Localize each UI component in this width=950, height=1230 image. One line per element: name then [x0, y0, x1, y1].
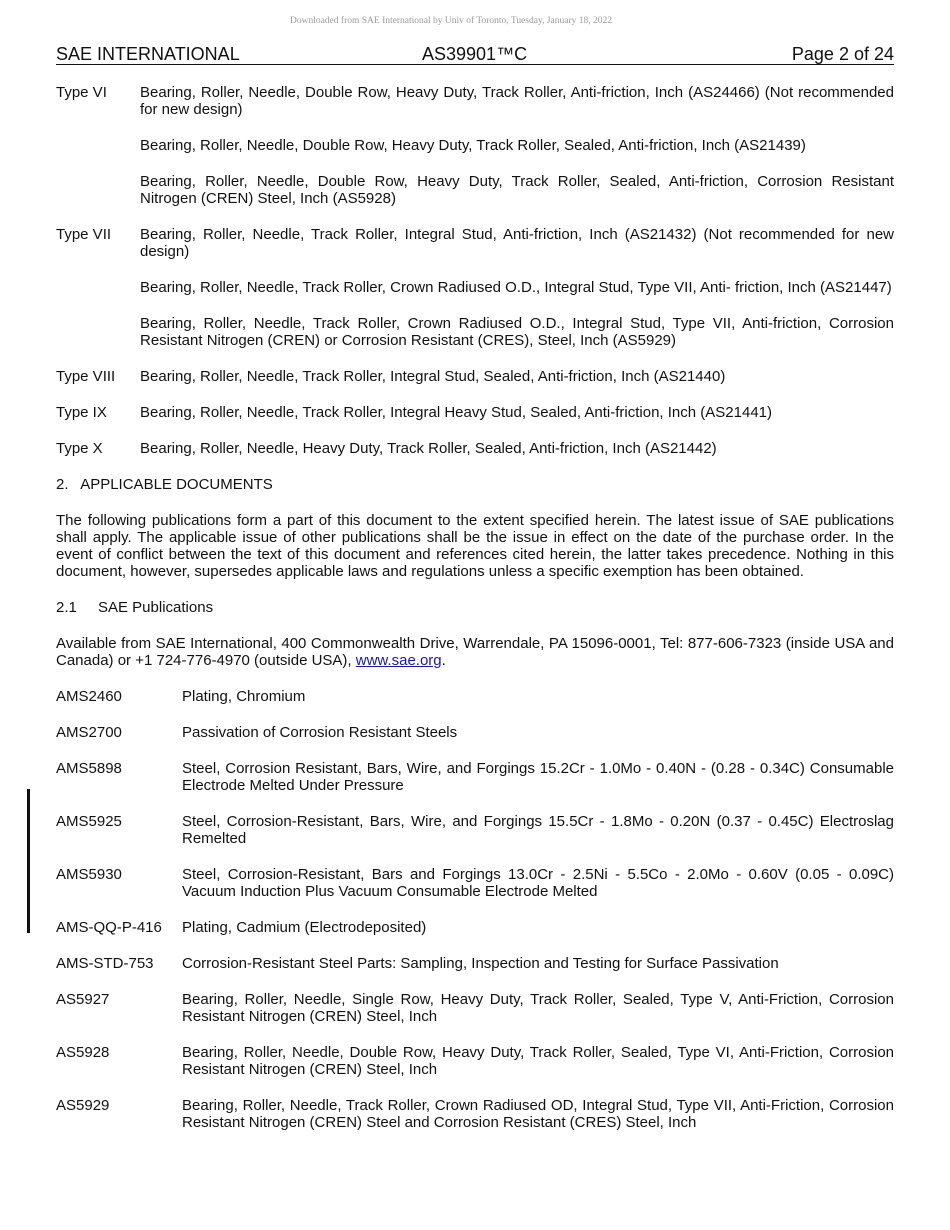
type-label: Type VI	[56, 84, 107, 101]
section-title: APPLICABLE DOCUMENTS	[80, 476, 273, 493]
header-org: SAE INTERNATIONAL	[56, 44, 240, 64]
type-label: Type IX	[56, 404, 107, 421]
document-title: Corrosion-Resistant Steel Parts: Sampling, Inspection and Testing for Surface Passivation	[182, 955, 779, 972]
type-description: Bearing, Roller, Needle, Double Row, Heavy Duty, Track Roller, Sealed, Anti-friction, Inch (AS21439)	[140, 137, 806, 154]
document-title: Steel, Corrosion-Resistant, Bars, Wire, and Forgings 15.5Cr - 1.8Mo - 0.20N (0.37 - 0.45C) Electroslag Remelted	[182, 813, 894, 847]
document-title: Plating, Chromium	[182, 688, 306, 705]
type-row	[56, 84, 894, 118]
type-label: Type VII	[56, 226, 112, 243]
type-row	[56, 368, 894, 385]
type-row-continued	[140, 173, 894, 207]
type-description: Bearing, Roller, Needle, Heavy Duty, Track Roller, Sealed, Anti-friction, Inch (AS21442)	[140, 440, 717, 457]
document-row	[56, 991, 894, 1025]
header-page-number: Page 2 of 24	[791, 44, 894, 64]
document-id: AMS2460	[56, 688, 122, 705]
document-row	[56, 866, 894, 900]
sae-website-link[interactable]: www.sae.org	[355, 652, 442, 669]
document-row	[56, 760, 894, 794]
type-description: Bearing, Roller, Needle, Track Roller, Integral Stud, Sealed, Anti-friction, Inch (AS21440)	[140, 368, 726, 385]
document-title: Bearing, Roller, Needle, Single Row, Heavy Duty, Track Roller, Sealed, Type V, Anti-Friction, Corrosion Resistant Nitrogen (CREN) Steel, Inch	[182, 991, 894, 1025]
type-description: Bearing, Roller, Needle, Track Roller, Integral Stud, Anti-friction, Inch (AS21432) (Not recommended for new design)	[140, 226, 894, 260]
document-title: Plating, Cadmium (Electrodeposited)	[182, 919, 427, 936]
document-id: AS5929	[56, 1097, 110, 1114]
subsection-title: SAE Publications	[98, 599, 214, 616]
document-title: Passivation of Corrosion Resistant Steels	[182, 724, 458, 741]
type-description: Bearing, Roller, Needle, Track Roller, Crown Radiused O.D., Integral Stud, Type VII, Anti-friction, Corrosion Resistant Nitrogen (CREN) or Corrosion Resistant (CRES), Steel, Inch (AS5929)	[140, 315, 894, 349]
document-id: AMS-QQ-P-416	[56, 919, 162, 936]
header-doc-number: AS39901™C	[422, 44, 528, 64]
type-label: Type X	[56, 440, 103, 457]
type-row	[56, 440, 894, 457]
page-header	[56, 44, 894, 65]
type-description: Bearing, Roller, Needle, Double Row, Heavy Duty, Track Roller, Anti-friction, Inch (AS24466) (Not recommended for new design)	[140, 84, 894, 118]
download-watermark: Downloaded from SAE International by Univ of Toronto, Tuesday, January 18, 2022	[289, 16, 613, 26]
type-description: Bearing, Roller, Needle, Track Roller, Crown Radiused O.D., Integral Stud, Type VII, Anti- friction, Inch (AS21447)	[140, 279, 892, 296]
document-title: Bearing, Roller, Needle, Track Roller, Crown Radiused OD, Integral Stud, Type VII, Anti-Friction, Corrosion Resistant Nitrogen (CREN) Steel and Corrosion Resistant (CRES) Steel, Inch	[182, 1097, 894, 1131]
type-description: Bearing, Roller, Needle, Double Row, Heavy Duty, Track Roller, Sealed, Anti-friction, Corrosion Resistant Nitrogen (CREN) Steel, Inch (AS5928)	[140, 173, 894, 207]
document-row	[56, 813, 894, 847]
document-id: AMS5925	[56, 813, 122, 830]
type-row	[56, 404, 894, 421]
subsection-heading	[56, 599, 894, 616]
document-row	[56, 688, 894, 705]
document-id: AS5928	[56, 1044, 110, 1061]
document-row	[56, 919, 894, 936]
document-id: AMS5898	[56, 760, 122, 777]
document-row	[56, 724, 894, 741]
type-row-continued	[140, 137, 894, 154]
document-id: AMS5930	[56, 866, 122, 883]
document-row	[56, 955, 894, 972]
availability-period: .	[441, 652, 446, 669]
availability-text: Available from SAE International, 400 Commonwealth Drive, Warrendale, PA 15096-0001, Tel: 877-606-7323 (inside USA and Canada) or +1 724-776-4970 (outside USA),	[56, 635, 894, 669]
document-id: AS5927	[56, 991, 110, 1008]
document-title: Steel, Corrosion-Resistant, Bars and Forgings 13.0Cr - 2.5Ni - 5.5Co - 2.0Mo - 0.60V (0.05 - 0.09C) Vacuum Induction Plus Vacuum Consumable Electrode Melted	[182, 866, 894, 900]
availability-paragraph	[56, 635, 894, 669]
document-title: Steel, Corrosion Resistant, Bars, Wire, and Forgings 15.2Cr - 1.0Mo - 0.40N - (0.28 - 0.34C) Consumable Electrode Melted Under Pressure	[182, 760, 894, 794]
type-description: Bearing, Roller, Needle, Track Roller, Integral Heavy Stud, Sealed, Anti-friction, Inch (AS21441)	[140, 404, 772, 421]
document-row	[56, 1097, 894, 1131]
subsection-number: 2.1	[56, 599, 77, 616]
type-row-continued	[140, 279, 894, 296]
section-number: 2.	[56, 476, 69, 493]
revision-change-bar	[27, 789, 30, 933]
document-id: AMS-STD-753	[56, 955, 154, 972]
document-title: Bearing, Roller, Needle, Double Row, Heavy Duty, Track Roller, Sealed, Type VI, Anti-Friction, Corrosion Resistant Nitrogen (CREN) Steel, Inch	[182, 1044, 894, 1078]
page-content	[56, 84, 894, 1150]
section-heading	[56, 476, 894, 493]
type-row-continued	[140, 315, 894, 349]
section-body: The following publications form a part of this document to the extent specified herein. The latest issue of SAE publications shall apply. The applicable issue of other publications shall be the issue in effect on the date of the purchase order. In the event of conflict between the text of this document and references cited herein, the latter takes precedence. Nothing in this document, however, supersedes applicable laws and regulations unless a specific exemption has been obtained.	[56, 512, 894, 580]
document-row	[56, 1044, 894, 1078]
type-row	[56, 226, 894, 260]
type-label: Type VIII	[56, 368, 116, 385]
document-id: AMS2700	[56, 724, 122, 741]
